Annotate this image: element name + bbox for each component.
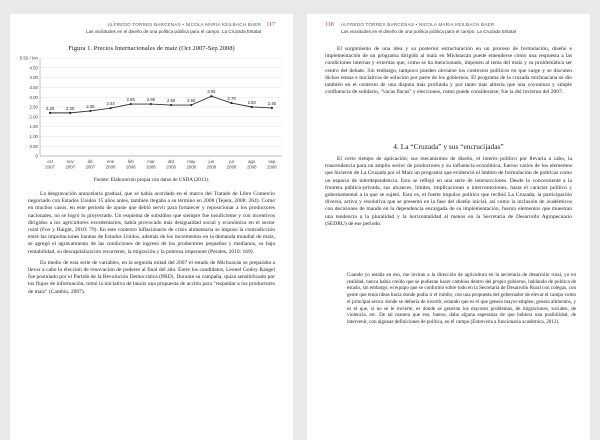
- data-label: 3.05: [207, 89, 216, 95]
- interview-quote: Cuando yo estaba en eso, me invitan a la dirección de agricultura en la secretaría de desarrollo rural, yo en realidad, nunca había creído que se pudieran hacer cambios dentro del propio gobierno, hablando de política de estado, sin embargo, el equipo que se conformó sobre todo en la Secretaría de Desarrollo Rural con colegas, con gente que tenía ideas hacia donde podía ir el rumbo, con una propuesta del gobernador de elevar el campo como el principal sector donde se debería de invertir, estando que es el que genera mayor empleo, genera alimentos, y es el que, si no se le invierte, es donde se generan los mayores problemas, de migraciones, sociales, de violencia, etc. De tal manera que eso, bueno, daba alguna esperanza de que hubiera una posibilidad, de intervenir, con algunas definiciones de política, en el campo (Entrevista a funcionaria académica, 2012).: [347, 272, 576, 325]
- page-number-right: 118: [325, 22, 334, 28]
- left-page-header: [28, 22, 275, 42]
- x-tick-year: 2008: [166, 164, 176, 170]
- data-point: [251, 106, 253, 108]
- header-authors: ALFREDO TORRES BARCENAS • NICOLA MARIA KEILBACH BAER: [107, 22, 261, 27]
- y-tick-label: 1.50: [29, 124, 38, 130]
- right-paragraph-2: El corto tiempo de aplicación; sus mecanismos de diseño, el interés político por llevarla a cabo, la trascendencia para un amplio sector de productores y su influencia económica, fueron varios de los elementos que hicieron de La Cruzada por el Maíz un programa que evidenció el ámbito de formulación de políticas como un espacio de interdependencia. Esto se reflejó en una serie de intersecciones. Desde lo concerniente a la frontera público-privada, sus alcances, límites, implicaciones e interconexiones, hasta el carácter político y gubernamental a la que se sujetó. Esto es, el fuerte impulso político que recibió La Cruzada, la participación diversa, activa y resolutiva que se presentó en la fase del diseño inicial, así como la inclusión de académicos con decisiones de mando en la dependencia encargada de su implementación, fueron elementos que muestran una tendencia a la pluralidad y la horizontalidad al menos en la Secretaría de Desarrollo Agropecuario (SEDRU) de ese periodo.: [325, 156, 572, 227]
- y-tick-label: 4.00: [29, 75, 38, 81]
- x-tick-label: jul: [229, 159, 234, 164]
- x-tick-year: 2007: [85, 164, 96, 170]
- x-tick-year: 2008: [246, 164, 257, 170]
- price-series-line: [50, 96, 272, 113]
- data-label: 2.20: [66, 105, 75, 111]
- data-point: [271, 107, 273, 109]
- data-point: [190, 104, 192, 106]
- right-section-text: [325, 156, 572, 232]
- data-label: 2.65: [146, 97, 155, 103]
- x-tick-label: dic: [87, 159, 94, 164]
- right-page-header: [325, 22, 572, 42]
- x-tick-label: ago: [248, 159, 256, 164]
- right-intro-text: [325, 46, 572, 100]
- left-body-text: [28, 191, 275, 300]
- x-tick-year: 2007: [45, 164, 55, 170]
- x-tick-year: 2008: [125, 164, 136, 170]
- data-point: [150, 103, 152, 105]
- figure-source: Fuente: Elaboración propia con datos de USDA (2013).: [93, 177, 210, 183]
- data-label: 2.45: [267, 100, 276, 106]
- data-label: 2.70: [227, 96, 236, 102]
- left-paragraph-2: En medio de esta serie de variables, en la segunda mitad del 2007 el estado de Michoacán se preparaba a llevar a cabo la elección de renovación de poderes al final del año. Entre los candidatos, Leonel Godoy Rangel fue postulado por el Partido de la Revolución Democrática (PRD). Durante su campaña, quizá sensibilizado por los flujos de información, tomó la iniciativa de lanzar una propuesta de acción para "respaldar a los productores de maíz" (Cambio, 2007).: [28, 259, 275, 295]
- y-tick-label: 5.50 / ton: [19, 55, 38, 61]
- data-point: [130, 103, 132, 105]
- x-tick-year: 2008: [226, 164, 237, 170]
- x-tick-label: nov: [66, 159, 74, 164]
- left-page: [10, 14, 293, 440]
- section-title: 4. La “Cruzada” y sus “encrucijadas”: [393, 142, 504, 151]
- header-subtitle: Las vicisitudes en el diseño de una política pública para el campo. La Cruzada Estatal: [341, 29, 516, 34]
- x-tick-year: 2008: [186, 164, 197, 170]
- data-point: [49, 112, 51, 114]
- y-tick-label: 0.50: [29, 143, 38, 149]
- data-label: 2.50: [247, 100, 256, 105]
- y-tick-label: 2.00: [29, 114, 38, 120]
- header-authors: ALFREDO TORRES BARCENAS • NICOLA MARIA KEILBACH BAER: [341, 22, 495, 27]
- x-tick-label: sep: [268, 159, 276, 164]
- right-paragraph-1: El surgimiento de una idea y su posterior estructuración en un proceso de formulación, diseño e implementación de un programa dirigido al maíz en Michoacán puede entenderse como una respuesta a las condiciones internas y externas que, como se ha mencionado, imponen al tema del maíz y su problemática ser centro del debate. Sin embargo, tampoco pueden obviarse los contextos políticos en que surge y se discuten dichos temas e iniciativas de solución por parte de los gobiernos. El programa de la cruzada michoacana se dio también en el contexto de una disputa más profunda y por tanto más abierta que una coyuntura y simple confluencia de solidario, "vacas flacas" y elecciones, como puede considerarse; fue la del invierno del 2007.: [325, 46, 572, 96]
- data-point: [109, 107, 111, 109]
- x-tick-year: 2008: [206, 164, 217, 170]
- data-point: [69, 112, 71, 114]
- x-tick-label: feb: [127, 159, 134, 164]
- data-point: [170, 104, 172, 106]
- data-label: 2.20: [46, 105, 55, 111]
- data-point: [210, 95, 212, 97]
- corn-price-chart: [14, 50, 289, 176]
- figure-title: Figura 1. Precios Internacionales de maíz (Oct 2007-Sep 2008): [68, 45, 235, 52]
- data-label: 2.44: [106, 101, 115, 107]
- x-tick-label: jun: [208, 159, 215, 164]
- y-tick-label: 2.50: [29, 104, 38, 110]
- data-point: [230, 102, 232, 104]
- y-tick-label: 3.00: [29, 94, 38, 100]
- x-tick-year: 2008: [146, 164, 156, 170]
- data-point: [89, 110, 91, 112]
- x-tick-year: 2008: [267, 164, 277, 170]
- x-tick-year: 2007: [65, 164, 76, 170]
- data-label: 2.60: [167, 98, 176, 104]
- data-label: 2.30: [86, 103, 95, 109]
- x-tick-label: abr: [167, 159, 175, 164]
- x-tick-year: 2008: [105, 164, 116, 170]
- y-tick-label: 4.50: [29, 65, 38, 71]
- page-number-left: 117: [266, 22, 275, 28]
- right-page: [307, 14, 590, 440]
- data-label: 2.60: [187, 98, 196, 104]
- y-tick-label: 0: [35, 153, 38, 159]
- x-tick-label: oct: [47, 159, 53, 164]
- x-tick-label: mar: [147, 159, 155, 164]
- y-tick-label: 3.50: [29, 85, 38, 90]
- data-label: 2.65: [126, 97, 135, 103]
- x-tick-label: ene: [106, 159, 115, 164]
- y-tick-label: 1.00: [29, 134, 38, 139]
- left-paragraph-1: La desgravación arancelaria gradual, que se había acordado en el marco del Tratado de Libre Comercio negociado con Estados Unidos 15 años antes, también llegaba a su término en 2008 (Tejera, 2008: 264). Como en muchos casos, en este periodo de ajuste que debió servir para fortalecer y reposicionar a los productores nacionales, no se logró lo proyectado. Un esquema de subsidios que siempre fue insuficiente y con incentivos dirigidos a los agricultores excedentarios, había provocado más desigualdad social y económica en el sector rural (Fox y Haight, 2010: 79). En este contexto inflacionario de crisis alimentaria se impuso la contradicción entre las importaciones baratas de Estados Unidos, además de los incrementos en la demanda mundial de maíz, se agregó el agravamiento de las condiciones de ingreso de los productores pequeños y medianos, su baja rentabilidad, su descapitalización recurrente, la migración y la pobreza imperante (Perales, 2010: 169).: [28, 191, 275, 255]
- x-tick-label: may: [187, 159, 196, 164]
- header-subtitle: Las vicisitudes en el diseño de una política pública para el campo. La Cruzada Estatal: [86, 29, 261, 34]
